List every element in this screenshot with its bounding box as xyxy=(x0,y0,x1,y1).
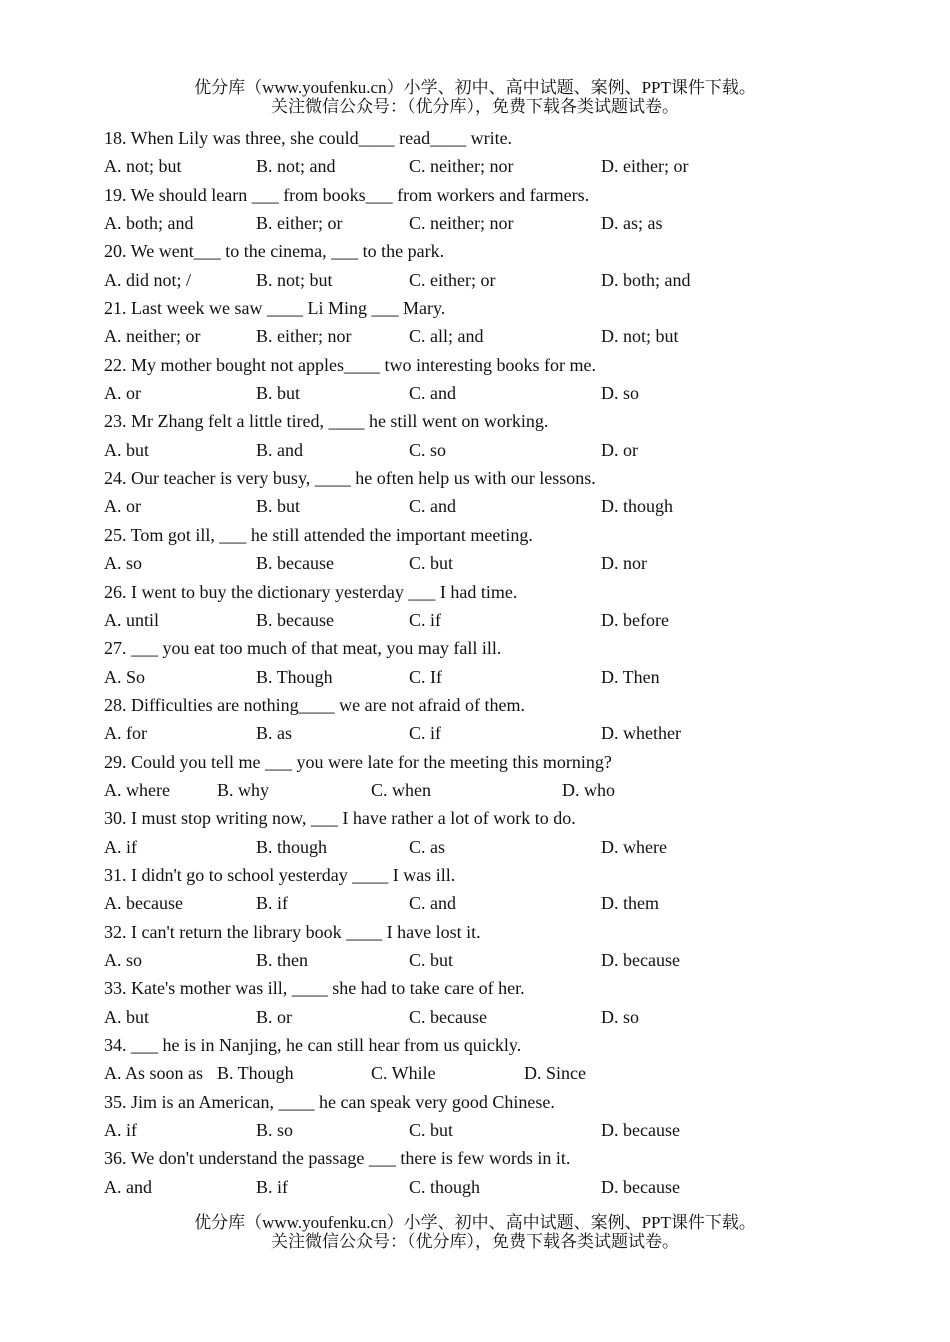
question-stem: 30. I must stop writing now, ___ I have rather a lot of work to do. xyxy=(104,808,576,829)
option-d: D. before xyxy=(601,609,669,630)
option-b: B. then xyxy=(256,949,308,970)
answer-options xyxy=(104,492,904,520)
option-d: D. nor xyxy=(601,553,647,574)
answer-options xyxy=(104,549,904,577)
option-d: D. because xyxy=(601,949,680,970)
option-a: A. but xyxy=(104,1006,149,1027)
answer-options xyxy=(104,776,904,804)
option-a: A. so xyxy=(104,553,143,574)
question-item xyxy=(104,634,904,691)
option-b: B. either; nor xyxy=(256,326,352,347)
answer-options xyxy=(104,209,904,237)
option-c: C. neither; nor xyxy=(409,156,514,177)
question-item xyxy=(104,748,904,805)
option-c: C. because xyxy=(409,1006,487,1027)
option-b: B. though xyxy=(256,836,328,857)
question-stem: 25. Tom got ill, ___ he still attended the important meeting. xyxy=(104,524,533,545)
option-b: B. Though xyxy=(217,1063,294,1084)
option-d: D. where xyxy=(601,836,667,857)
answer-options xyxy=(104,1003,904,1031)
question-stem: 34. ___ he is in Nanjing, he can still hear from us quickly. xyxy=(104,1035,522,1055)
option-d: D. either; or xyxy=(601,156,689,177)
option-a: A. but xyxy=(104,439,149,460)
question-item xyxy=(104,464,904,521)
answer-options xyxy=(104,889,904,917)
footer-line-2: 关注微信公众号：（优分库），免费下载各类试题试卷。 xyxy=(271,1232,679,1251)
option-b: B. because xyxy=(256,553,334,574)
question-stem: 33. Kate's mother was ill, ____ she had to take care of her. xyxy=(104,978,525,999)
answer-options xyxy=(104,436,904,464)
option-c: C. either; or xyxy=(409,269,496,290)
option-b: B. or xyxy=(256,1006,292,1027)
question-stem: 36. We don't understand the passage ___ there is few words in it. xyxy=(104,1148,571,1169)
question-stem: 29. Could you tell me ___ you were late for the meeting this morning? xyxy=(104,751,612,772)
option-a: A. if xyxy=(104,1120,137,1141)
question-stem: 24. Our teacher is very busy, ____ he often help us with our lessons. xyxy=(104,468,596,489)
answer-options xyxy=(104,946,904,974)
option-b: B. not; and xyxy=(256,156,336,177)
option-a: A. did not; / xyxy=(104,269,192,290)
option-a: A. so xyxy=(104,949,143,970)
question-item xyxy=(104,974,904,1031)
question-item xyxy=(104,804,904,861)
option-b: B. not; but xyxy=(256,269,333,290)
option-a: A. neither; or xyxy=(104,326,201,347)
option-a: A. because xyxy=(104,893,183,914)
question-stem: 21. Last week we saw ____ Li Ming ___ Mary. xyxy=(104,298,446,319)
option-c: C. but xyxy=(409,553,454,574)
question-stem: 32. I can't return the library book ____ I have lost it. xyxy=(104,921,481,942)
question-stem: 26. I went to buy the dictionary yesterday ___ I had time. xyxy=(104,581,518,602)
question-item xyxy=(104,521,904,578)
option-c: C. and xyxy=(409,383,456,404)
option-b: B. if xyxy=(256,1176,289,1197)
question-item xyxy=(104,1031,904,1088)
header-line-2: 关注微信公众号：（优分库），免费下载各类试题试卷。 xyxy=(271,97,679,116)
option-b: B. either; or xyxy=(256,213,343,234)
option-d: D. so xyxy=(601,383,640,404)
answer-options xyxy=(104,719,904,747)
option-a: A. or xyxy=(104,383,141,404)
question-item xyxy=(104,918,904,975)
answer-options xyxy=(104,1116,904,1144)
option-c: C. as xyxy=(409,836,445,857)
option-d: D. both; and xyxy=(601,269,691,290)
option-c: C. and xyxy=(409,496,456,517)
option-d: D. or xyxy=(601,439,638,460)
question-stem: 31. I didn't go to school yesterday ____ I was ill. xyxy=(104,864,456,885)
option-d: D. them xyxy=(601,893,659,914)
question-item xyxy=(104,1088,904,1145)
option-a: A. or xyxy=(104,496,141,517)
question-stem: 27. ___ you eat too much of that meat, you may fall ill. xyxy=(104,638,502,659)
option-c: C. if xyxy=(409,723,442,744)
question-item xyxy=(104,351,904,408)
option-c: C. if xyxy=(409,609,442,630)
option-c: C. While xyxy=(371,1063,436,1084)
header-line-1: 优分库（www.youfenku.cn）小学、初中、高中试题、案例、PPT课件下载。 xyxy=(194,78,756,97)
option-b: B. if xyxy=(256,893,289,914)
question-item xyxy=(104,1144,904,1201)
option-a: A. where xyxy=(104,779,170,800)
answer-options xyxy=(104,379,904,407)
option-d: D. though xyxy=(601,496,673,517)
option-d: D. who xyxy=(562,779,615,800)
question-stem: 35. Jim is an American, ____ he can speak very good Chinese. xyxy=(104,1091,555,1112)
option-a: A. So xyxy=(104,666,146,687)
option-c: C. and xyxy=(409,893,456,914)
question-item xyxy=(104,861,904,918)
option-b: B. Though xyxy=(256,666,333,687)
question-item xyxy=(104,181,904,238)
question-item xyxy=(104,691,904,748)
option-a: A. As soon as xyxy=(104,1063,204,1084)
option-a: A. both; and xyxy=(104,213,194,234)
question-stem: 18. When Lily was three, she could____ read____ write. xyxy=(104,128,513,148)
question-stem: 22. My mother bought not apples____ two interesting books for me. xyxy=(104,354,596,375)
question-stem: 19. We should learn ___ from books___ from workers and farmers. xyxy=(104,184,590,205)
option-d: D. Then xyxy=(601,666,660,687)
answer-options xyxy=(104,1059,904,1087)
answer-options xyxy=(104,266,904,294)
option-c: C. but xyxy=(409,1120,454,1141)
question-item xyxy=(104,237,904,294)
page-footer xyxy=(0,1213,950,1251)
option-b: B. as xyxy=(256,723,292,744)
answer-options xyxy=(104,606,904,634)
question-item xyxy=(104,294,904,351)
option-b: B. why xyxy=(217,779,270,800)
option-c: C. If xyxy=(409,666,442,687)
answer-options xyxy=(104,833,904,861)
option-c: C. all; and xyxy=(409,326,484,347)
question-stem: 20. We went___ to the cinema, ___ to the park. xyxy=(104,241,445,262)
option-c: C. when xyxy=(371,779,431,800)
option-d: D. because xyxy=(601,1120,680,1141)
option-a: A. if xyxy=(104,836,137,857)
option-b: B. but xyxy=(256,496,301,517)
option-a: A. and xyxy=(104,1176,152,1197)
option-b: B. and xyxy=(256,439,303,460)
option-a: A. until xyxy=(104,609,160,630)
option-d: D. so xyxy=(601,1006,640,1027)
option-b: B. so xyxy=(256,1120,294,1141)
option-a: A. not; but xyxy=(104,156,182,177)
question-list xyxy=(104,124,904,1201)
question-stem: 23. Mr Zhang felt a little tired, ____ he still went on working. xyxy=(104,411,549,432)
answer-options xyxy=(104,322,904,350)
footer-line-1: 优分库（www.youfenku.cn）小学、初中、高中试题、案例、PPT课件下载。 xyxy=(194,1213,756,1232)
option-b: B. because xyxy=(256,609,334,630)
question-item xyxy=(104,578,904,635)
option-c: C. but xyxy=(409,949,454,970)
option-d: D. Since xyxy=(524,1063,586,1084)
answer-options xyxy=(104,1173,904,1201)
question-item xyxy=(104,124,904,181)
question-item xyxy=(104,407,904,464)
option-b: B. but xyxy=(256,383,301,404)
option-d: D. whether xyxy=(601,723,681,744)
page-header xyxy=(0,78,950,116)
option-a: A. for xyxy=(104,723,147,744)
option-c: C. so xyxy=(409,439,447,460)
option-d: D. as; as xyxy=(601,213,663,234)
option-d: D. not; but xyxy=(601,326,679,347)
option-d: D. because xyxy=(601,1176,680,1197)
question-stem: 28. Difficulties are nothing____ we are not afraid of them. xyxy=(104,694,526,715)
answer-options xyxy=(104,152,904,180)
answer-options xyxy=(104,663,904,691)
option-c: C. neither; nor xyxy=(409,213,514,234)
option-c: C. though xyxy=(409,1176,481,1197)
